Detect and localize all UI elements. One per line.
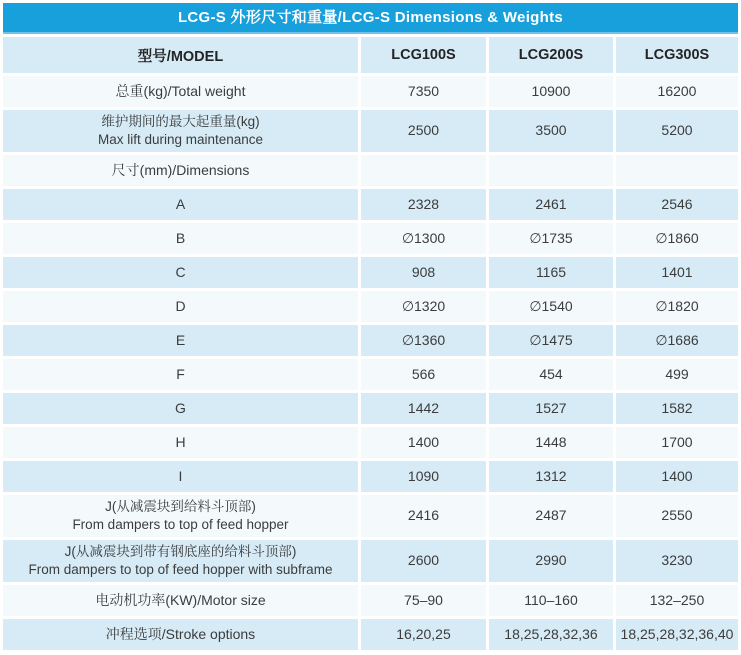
table-row xyxy=(3,393,738,424)
value-cell: 1700 xyxy=(616,427,738,458)
row-label-cell: G xyxy=(3,393,358,424)
value-cell: ∅1820 xyxy=(616,291,738,322)
table-row xyxy=(3,619,738,650)
row-label-en: From dampers to top of feed hopper xyxy=(72,517,289,532)
row-label-cell: 总重(kg)/Total weight xyxy=(3,76,358,107)
row-label-zh: 维护期间的最大起重量(kg) xyxy=(101,114,260,130)
value-cell: 7350 xyxy=(361,76,486,107)
row-label-cell: 电动机功率(KW)/Motor size xyxy=(3,585,358,616)
table-row xyxy=(3,189,738,220)
value-cell: ∅1475 xyxy=(489,325,613,356)
value-cell: 3500 xyxy=(489,110,613,152)
column-header-model: 型号/MODEL xyxy=(3,37,358,73)
value-cell: 16,20,25 xyxy=(361,619,486,650)
table-row xyxy=(3,540,738,582)
value-cell: ∅1360 xyxy=(361,325,486,356)
row-label-cell: 冲程选项/Stroke options xyxy=(3,619,358,650)
value-cell xyxy=(616,155,738,186)
value-cell: 75–90 xyxy=(361,585,486,616)
value-cell: 110–160 xyxy=(489,585,613,616)
value-cell: 5200 xyxy=(616,110,738,152)
row-label-en: From dampers to top of feed hopper with subframe xyxy=(28,562,333,577)
value-cell: ∅1860 xyxy=(616,223,738,254)
value-cell: ∅1735 xyxy=(489,223,613,254)
row-label-cell xyxy=(3,110,358,152)
value-cell: 18,25,28,32,36 xyxy=(489,619,613,650)
value-cell: ∅1686 xyxy=(616,325,738,356)
value-cell: ∅1300 xyxy=(361,223,486,254)
value-cell: 566 xyxy=(361,359,486,390)
column-header-lcg100s: LCG100S xyxy=(361,37,486,73)
table-row xyxy=(3,585,738,616)
value-cell: 454 xyxy=(489,359,613,390)
value-cell: 2328 xyxy=(361,189,486,220)
table-row xyxy=(3,325,738,356)
header-row xyxy=(3,37,738,73)
value-cell: 499 xyxy=(616,359,738,390)
value-cell: ∅1320 xyxy=(361,291,486,322)
value-cell: 1448 xyxy=(489,427,613,458)
table-row xyxy=(3,359,738,390)
row-label-cell: H xyxy=(3,427,358,458)
row-label-cell: C xyxy=(3,257,358,288)
table-row xyxy=(3,76,738,107)
table-row xyxy=(3,257,738,288)
row-label-cell: F xyxy=(3,359,358,390)
table-row xyxy=(3,110,738,152)
value-cell: 2990 xyxy=(489,540,613,582)
value-cell: 18,25,28,32,36,40 xyxy=(616,619,738,650)
dimensions-weights-table xyxy=(0,34,741,653)
value-cell xyxy=(361,155,486,186)
row-label-cell: A xyxy=(3,189,358,220)
table-row xyxy=(3,427,738,458)
row-label-zh: J(从减震块到给料斗顶部) xyxy=(105,499,256,515)
table-row xyxy=(3,461,738,492)
value-cell: 1165 xyxy=(489,257,613,288)
value-cell: 1527 xyxy=(489,393,613,424)
row-label-cell xyxy=(3,495,358,537)
value-cell: 2550 xyxy=(616,495,738,537)
value-cell: 10900 xyxy=(489,76,613,107)
row-label-cell: I xyxy=(3,461,358,492)
column-header-lcg300s: LCG300S xyxy=(616,37,738,73)
value-cell: 1442 xyxy=(361,393,486,424)
row-label-cell: D xyxy=(3,291,358,322)
value-cell: 3230 xyxy=(616,540,738,582)
row-label-cell: E xyxy=(3,325,358,356)
row-label-cell xyxy=(3,540,358,582)
value-cell: ∅1540 xyxy=(489,291,613,322)
value-cell: 908 xyxy=(361,257,486,288)
value-cell: 132–250 xyxy=(616,585,738,616)
table-row xyxy=(3,495,738,537)
row-label-cell: 尺寸(mm)/Dimensions xyxy=(3,155,358,186)
value-cell: 1400 xyxy=(361,427,486,458)
table-header xyxy=(3,37,738,73)
value-cell: 2416 xyxy=(361,495,486,537)
value-cell: 2600 xyxy=(361,540,486,582)
value-cell: 16200 xyxy=(616,76,738,107)
value-cell: 1582 xyxy=(616,393,738,424)
table-row xyxy=(3,291,738,322)
column-header-lcg200s: LCG200S xyxy=(489,37,613,73)
table-row xyxy=(3,155,738,186)
value-cell: 2461 xyxy=(489,189,613,220)
row-label-zh: J(从减震块到带有钢底座的给料斗顶部) xyxy=(64,544,297,560)
row-label-en: Max lift during maintenance xyxy=(97,132,264,147)
value-cell: 2487 xyxy=(489,495,613,537)
value-cell xyxy=(489,155,613,186)
table-title-bar: LCG-S 外形尺寸和重量/LCG-S Dimensions & Weights xyxy=(3,3,738,34)
value-cell: 2500 xyxy=(361,110,486,152)
row-label-cell: B xyxy=(3,223,358,254)
table-row xyxy=(3,223,738,254)
value-cell: 1090 xyxy=(361,461,486,492)
table-body xyxy=(3,76,738,650)
value-cell: 1312 xyxy=(489,461,613,492)
value-cell: 2546 xyxy=(616,189,738,220)
value-cell: 1400 xyxy=(616,461,738,492)
value-cell: 1401 xyxy=(616,257,738,288)
